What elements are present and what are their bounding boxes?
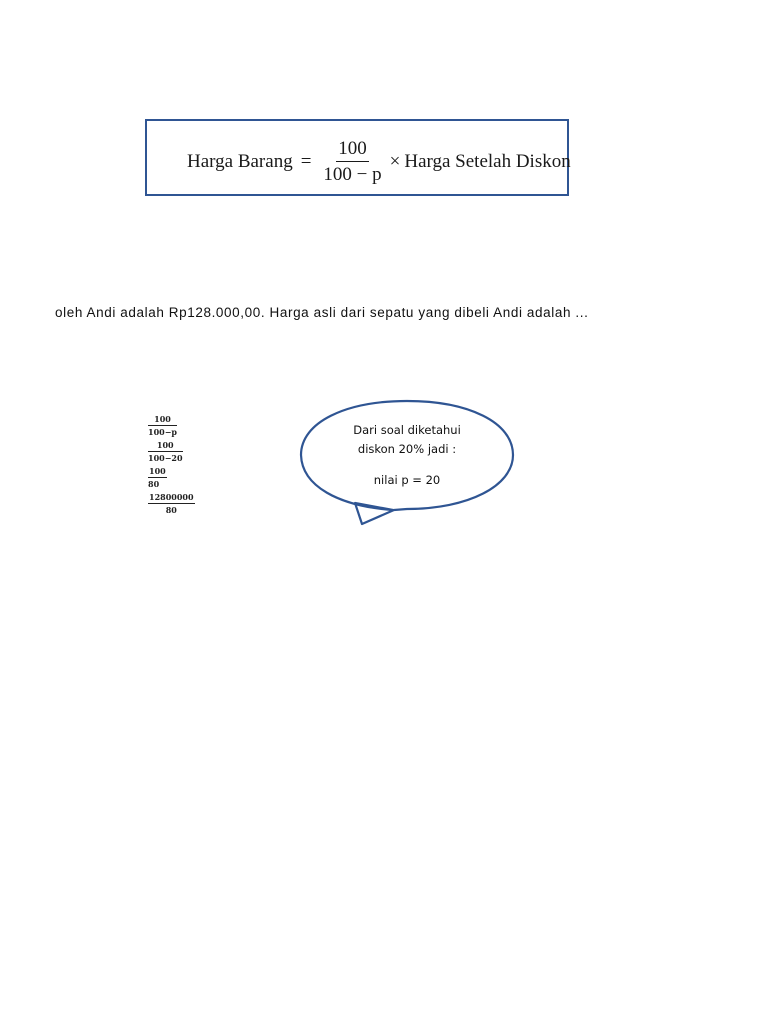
formula-times: × xyxy=(389,151,401,172)
speech-bubble-shape xyxy=(298,398,518,528)
step-4-denominator: 80 xyxy=(165,505,177,515)
step-3-denominator: 80 xyxy=(148,479,160,489)
step-4 xyxy=(148,492,195,515)
formula-denominator: 100 − p xyxy=(323,164,382,185)
step-1-numerator: 100 xyxy=(148,414,177,426)
step-3-numerator: 100 xyxy=(149,466,166,476)
step-2-denominator: 100−20 xyxy=(148,453,183,463)
calculation-steps xyxy=(148,414,195,518)
step-1-denominator: 100−p xyxy=(148,427,177,437)
callout-line-2: diskon 20% jadi : xyxy=(357,442,457,456)
step-1 xyxy=(148,414,177,437)
callout-line-3: nilai p = 20 xyxy=(373,473,441,487)
step-2 xyxy=(148,440,183,463)
step-2-numerator: 100 xyxy=(148,440,183,452)
callout-line-1: Dari soal diketahui xyxy=(353,423,461,437)
speech-bubble xyxy=(298,398,518,528)
formula-numerator: 100 xyxy=(336,139,369,162)
formula-fraction xyxy=(321,139,383,185)
formula-lhs: Harga Barang xyxy=(187,151,293,172)
question-text: oleh Andi adalah Rp128.000,00. Harga asli dari sepatu yang dibeli Andi adalah ... xyxy=(55,305,589,320)
formula-equals: = xyxy=(300,151,312,172)
step-3 xyxy=(148,466,167,489)
formula xyxy=(187,139,571,185)
formula-rhs: Harga Setelah Diskon xyxy=(404,151,571,172)
formula-box xyxy=(145,119,569,196)
step-4-numerator: 12800000 xyxy=(149,492,194,502)
